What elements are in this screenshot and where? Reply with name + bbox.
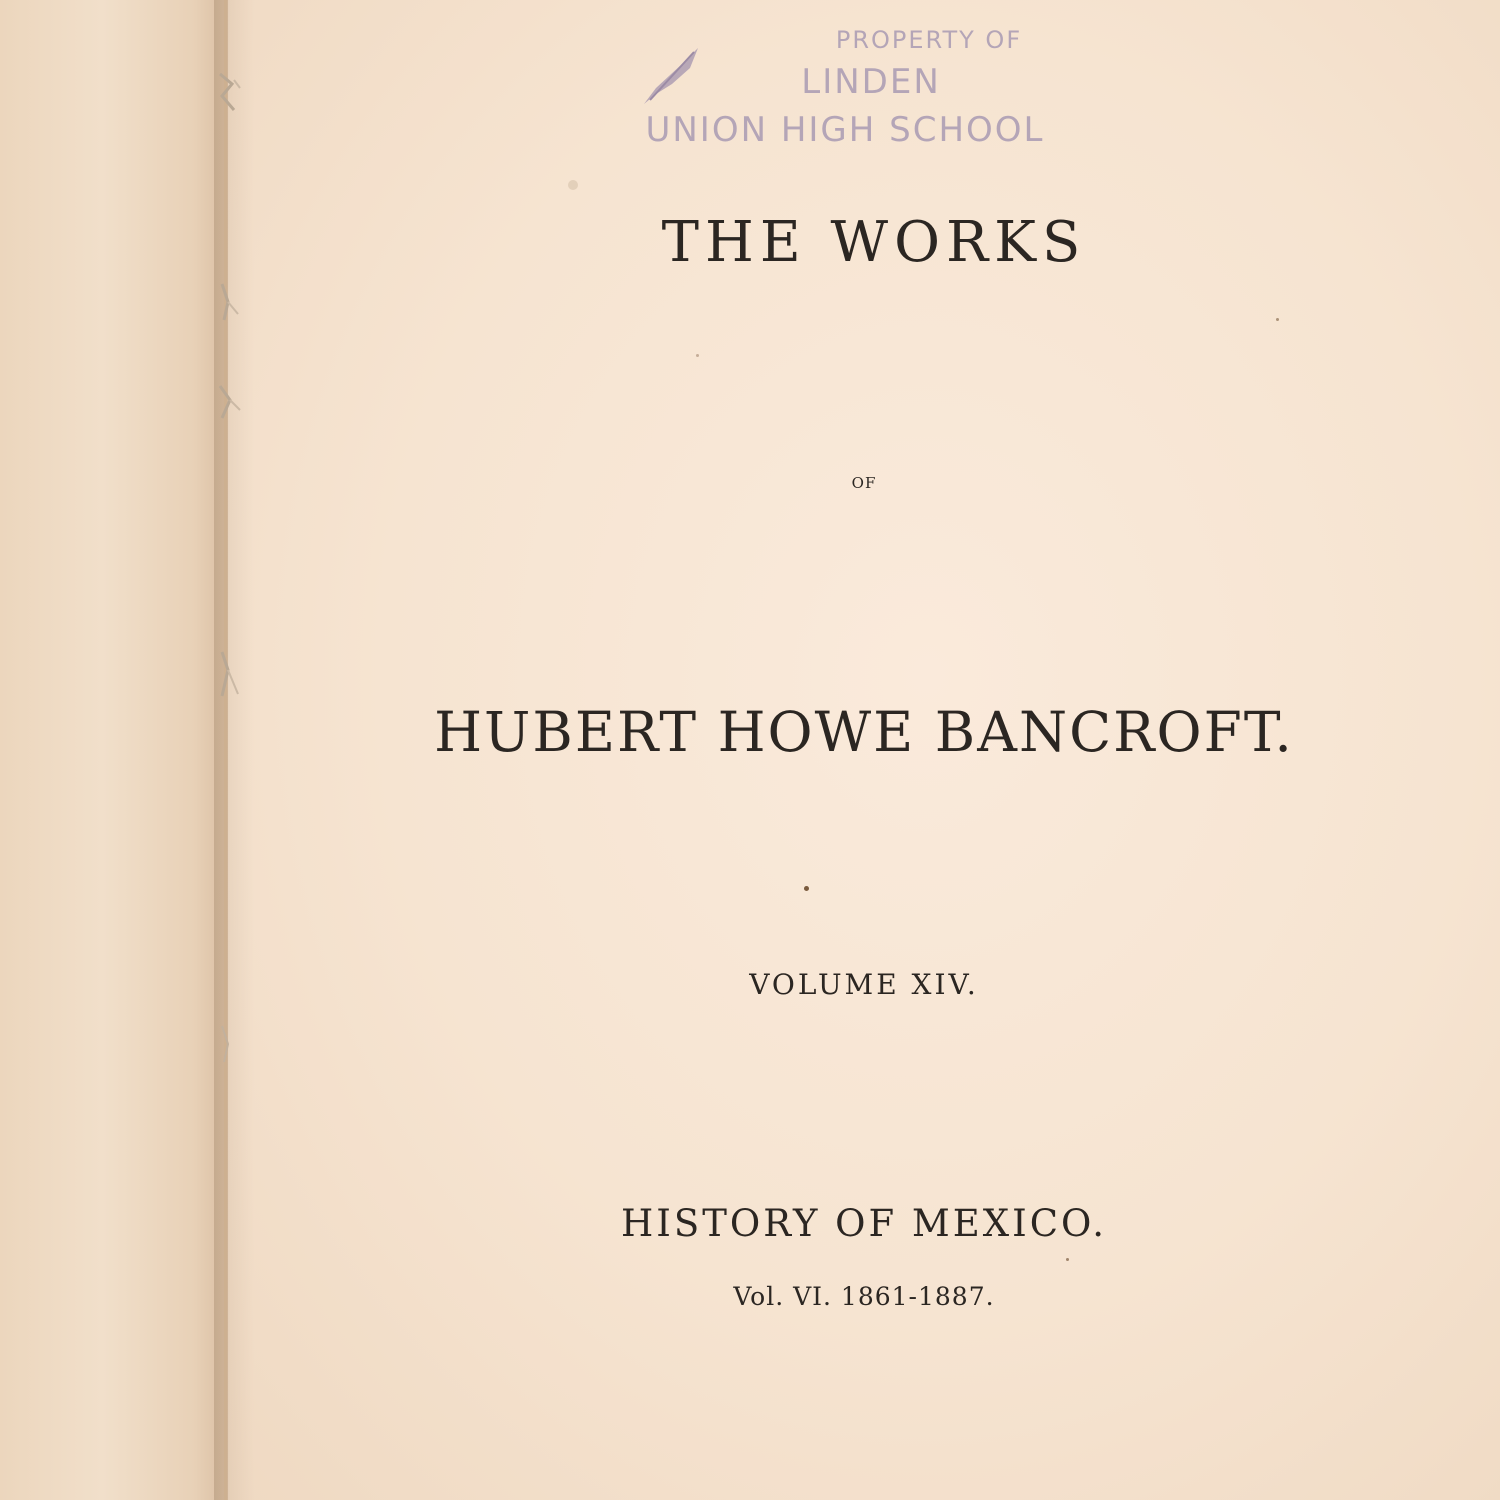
author-name: HUBERT HOWE BANCROFT. xyxy=(434,700,1294,764)
page-edge xyxy=(224,0,227,1500)
paper-speck xyxy=(1066,1258,1069,1261)
facing-blank-page xyxy=(0,0,228,1500)
series-title: HISTORY OF MEXICO. xyxy=(620,1202,1107,1245)
series-volume-dates: Vol. VI. 1861-1887. xyxy=(733,1282,995,1311)
paper-speck xyxy=(804,886,809,891)
work-title: THE WORKS xyxy=(661,210,1087,275)
volume-number: VOLUME XIV. xyxy=(749,968,979,1001)
of-connector: OF xyxy=(851,474,877,492)
paper-speck xyxy=(696,354,699,357)
library-stamp xyxy=(590,22,1100,152)
stamp-line-linden: LINDEN xyxy=(801,62,941,102)
binding-stitch xyxy=(214,380,244,430)
binding-stitch xyxy=(214,280,244,330)
stamp-line-property: PROPERTY OF xyxy=(835,26,1023,54)
binding-stitch xyxy=(214,70,244,120)
binding-stitch xyxy=(214,650,244,700)
paper-speck xyxy=(1276,318,1279,321)
stamp-line-school: UNION HIGH SCHOOL xyxy=(645,110,1045,150)
paper-speck xyxy=(568,180,578,190)
binding-stitch xyxy=(214,1020,244,1070)
